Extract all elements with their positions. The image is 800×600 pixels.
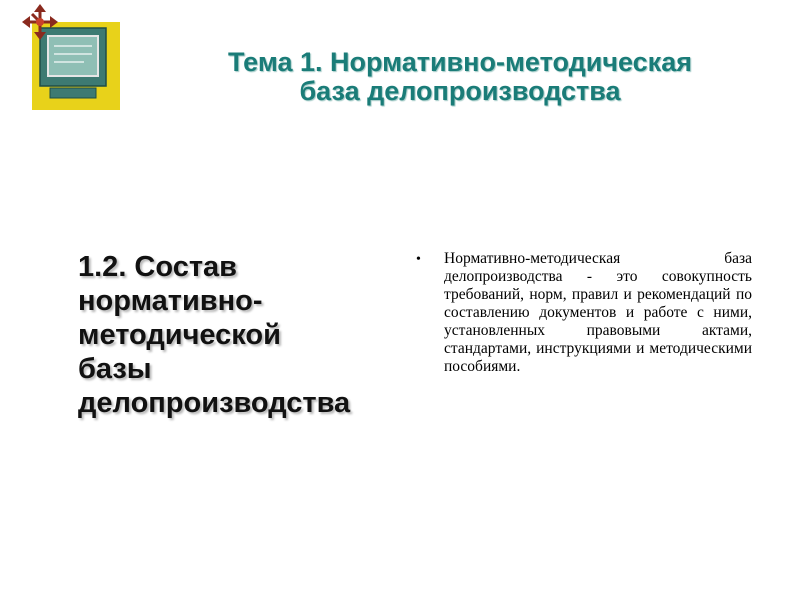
bullet-icon: • (416, 252, 421, 267)
subheading-line-3: методической (78, 319, 281, 351)
subheading-line-2: нормативно- (78, 285, 263, 317)
computer-monitor-with-arrows-icon (20, 4, 124, 112)
slide-title-line-2: база делопроизводства (299, 76, 621, 106)
subheading-line-1: 1.2. Состав (78, 251, 237, 283)
subheading-line-4: базы (78, 353, 152, 385)
slide-title (150, 48, 770, 106)
definition-bullet-item (416, 250, 756, 376)
section-subheading (78, 250, 398, 420)
definition-text: Нормативно-методическая база делопроизводства - это совокупность требований, норм, правил и рекомендаций по составлению документов и работе с ними, установленных правовыми актами, стандартами, инструкциями и методическими пособиями. (444, 250, 752, 375)
slide-title-line-1: Тема 1. Нормативно-методическая (228, 47, 692, 77)
subheading-line-5: делопроизводства (78, 387, 351, 419)
